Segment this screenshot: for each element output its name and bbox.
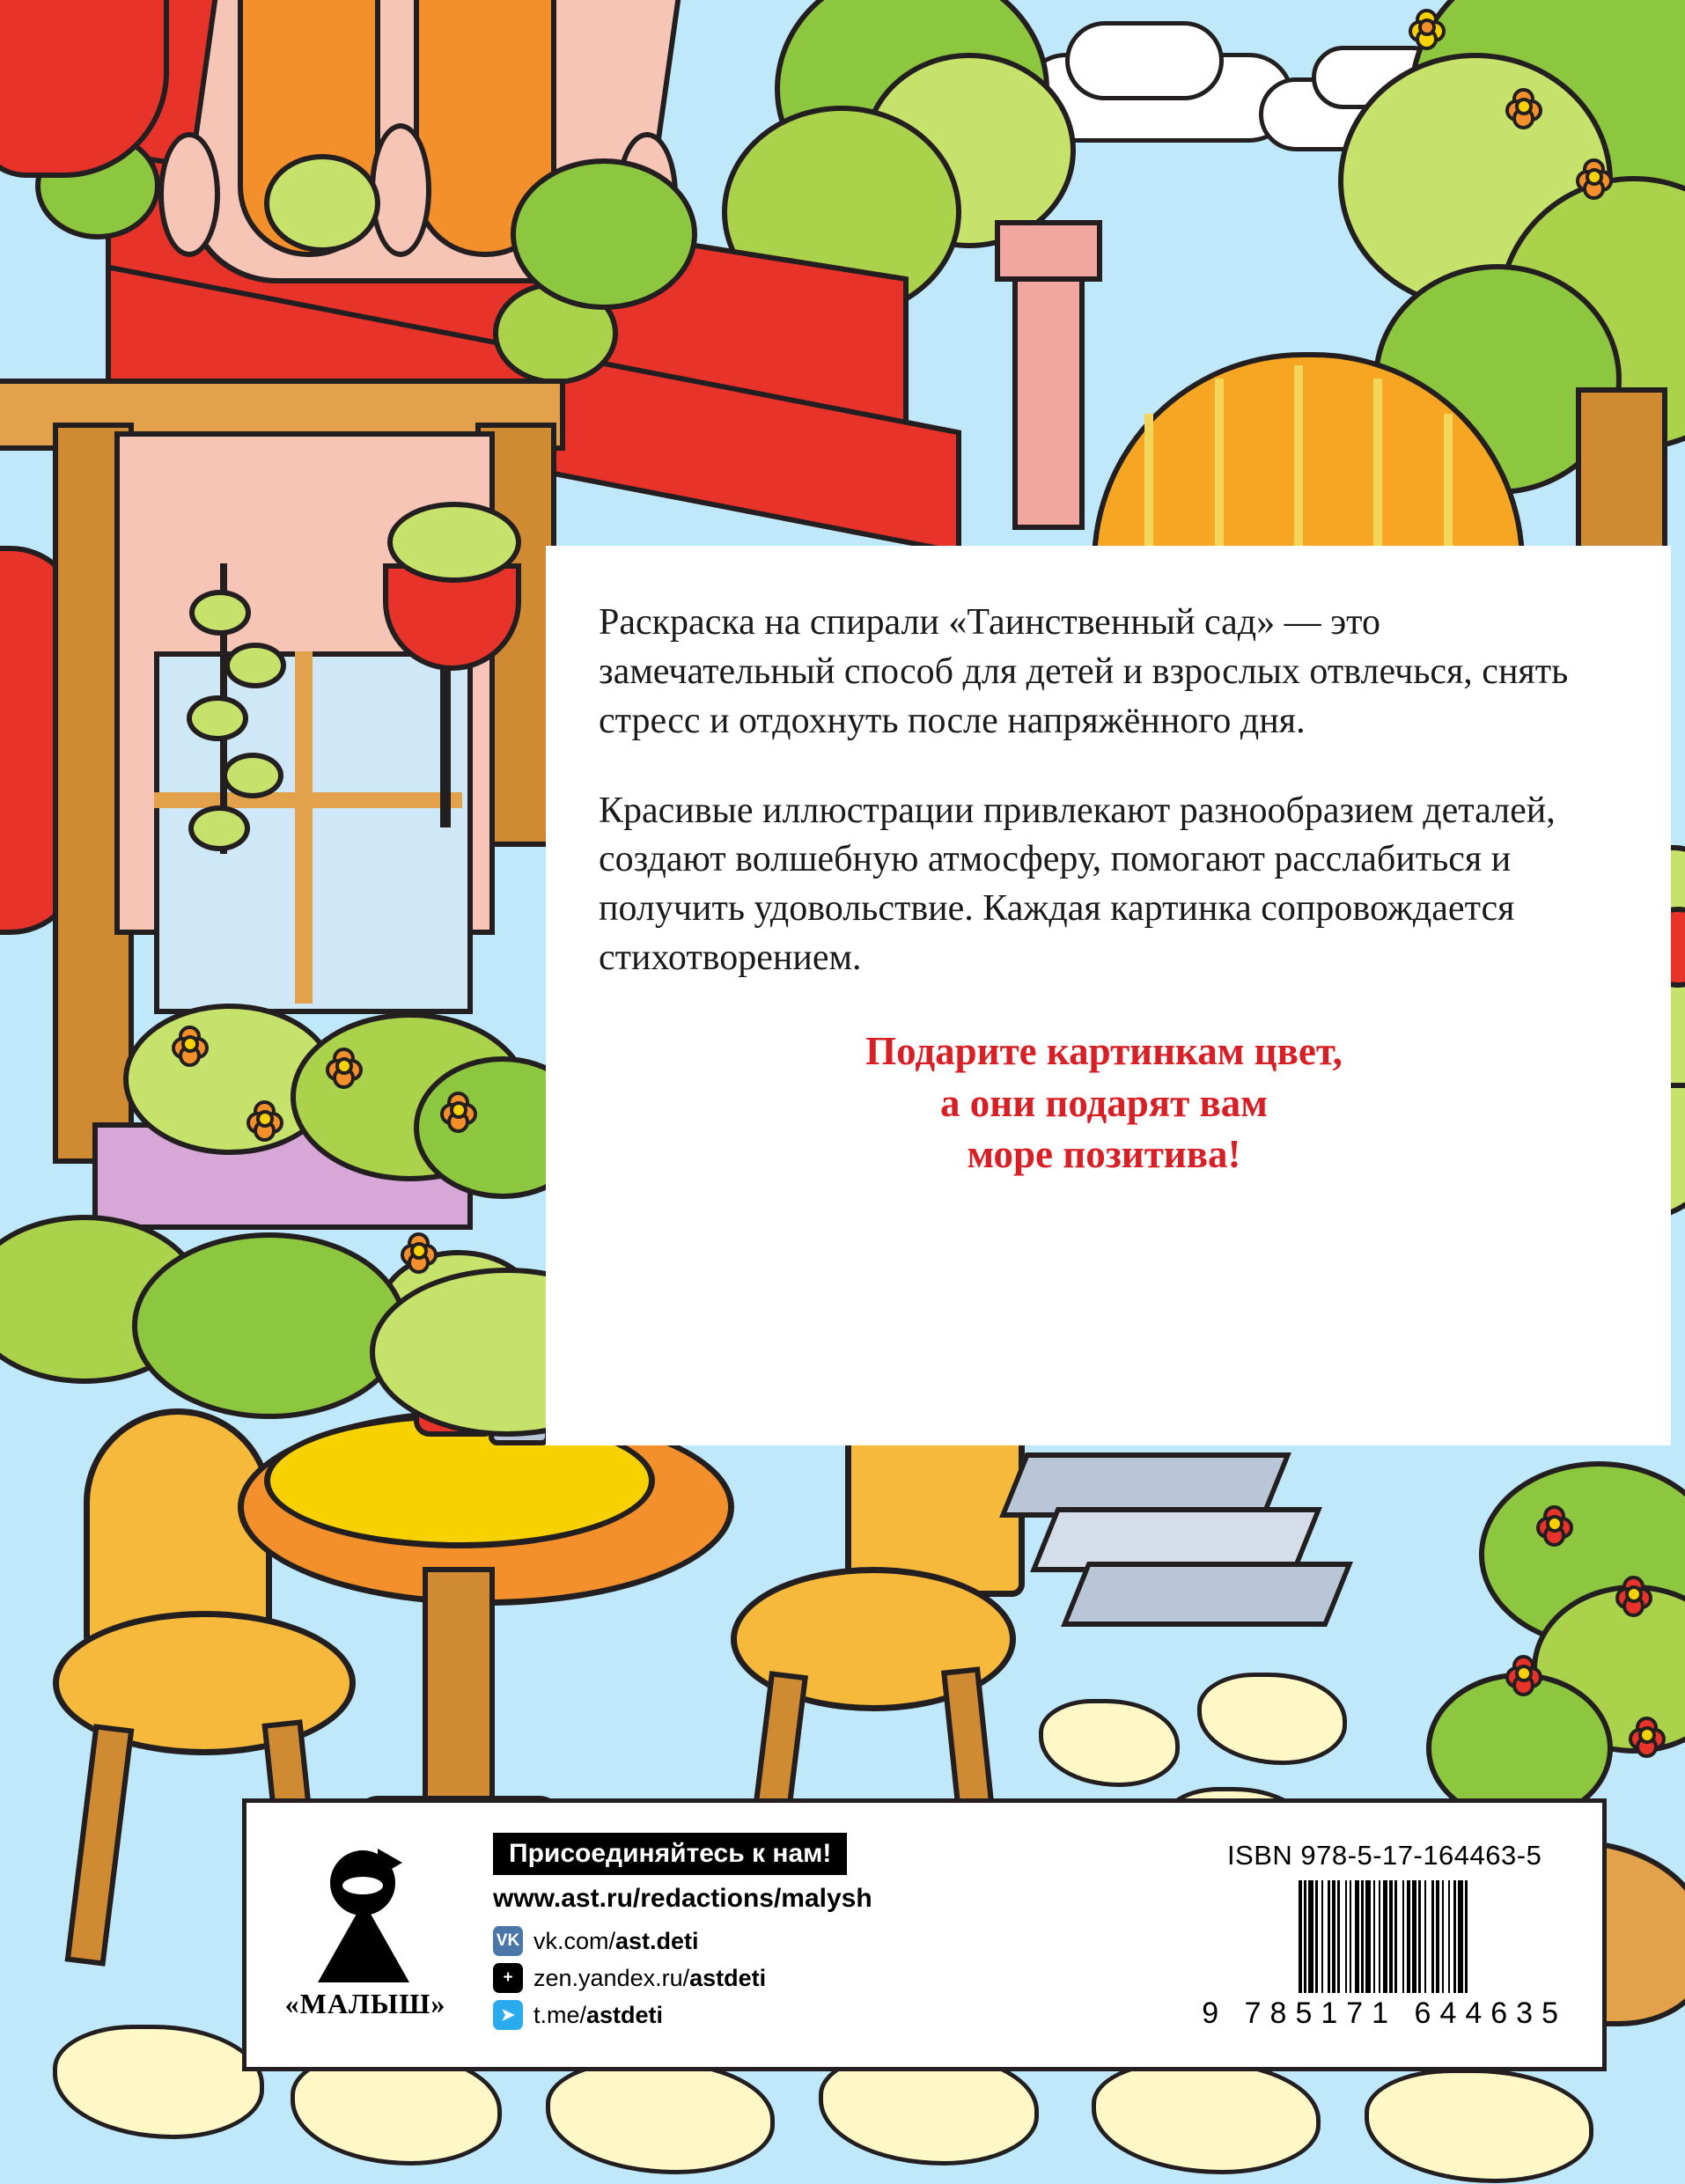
table-pedestal [423,1567,495,1833]
highlight-block [599,1026,1609,1180]
zen-icon: + [493,1963,523,1993]
malysh-cat-icon [313,1850,418,1982]
social-block [484,1833,986,2037]
stepping-stone-7 [546,2060,775,2174]
flower-4 [246,1100,276,1130]
vk-icon: VK [493,1926,523,1956]
lamp-cord [440,669,451,827]
flower-5 [1536,1505,1566,1535]
highlight-line-1: Подарите картинкам цвет, [865,1029,1343,1074]
gazebo-roof-stripe-4 [1373,379,1382,550]
flower-10 [1576,158,1606,188]
garden-step-3 [1061,1562,1353,1627]
description-paragraph-1: Раскраска на спирали «Таинственный сад» — это замечательный способ для детей и взрослых отвлечься, снять стресс и отдохнуть после напряжённого дня. [599,602,1569,741]
roof-foliage-4 [511,158,697,310]
gable-leaf-left [158,132,220,257]
roof-foliage-2 [264,154,380,253]
isbn-label: ISBN 978-5-17-164463-5 [1226,1839,1542,1871]
description-paragraph-2: Красивые иллюстрации привлекают разнообразием деталей, создают волшебную атмосферу, помогают расслабиться и получить удовольствие. Каждая картинка сопровождается стихотворением. [599,790,1556,979]
publisher-logo-text: «МАЛЫШ» [284,1987,446,2019]
stepping-stone-2 [1197,1673,1347,1765]
flower-11 [1409,9,1439,39]
social-zen-prefix: zen.yandex.ru/ [533,1964,690,1991]
gazebo-roof-stripe-1 [1144,414,1153,550]
highlight-line-2: а они подарят вам [940,1080,1268,1125]
social-zen-handle: astdeti [689,1964,767,1991]
vine-leaf-5 [188,805,250,851]
gazebo-roof-stripe-5 [1444,414,1453,550]
description-card [546,546,1671,1445]
stepping-stone-10 [1365,2069,1593,2183]
barcode-digits: 9 785171 644635 [1202,1996,1567,2030]
flower-3 [440,1092,470,1121]
vine-leaf-4 [222,753,283,798]
social-link-telegram[interactable] [493,2000,986,2030]
flower-9 [1505,88,1535,118]
social-link-vk[interactable] [493,1926,986,1956]
cloud-2 [1065,21,1224,100]
barcode-image [1202,1880,1567,1993]
telegram-icon: ➤ [493,2000,523,2030]
vine-leaf-1 [189,590,251,636]
window-mullion-h [154,792,462,808]
join-us-banner: Присоединяйтесь к нам! [493,1833,847,1875]
stepping-stone-9 [1092,2060,1321,2174]
flower-1 [172,1026,202,1055]
flower-8 [1629,1717,1659,1746]
gazebo-roof-stripe-2 [1215,379,1224,550]
flower-2 [326,1048,356,1077]
pot-flower [401,1232,430,1262]
publisher-logo [246,1803,484,2067]
flower-6 [1615,1576,1645,1606]
social-tg-prefix: t.me/ [533,2001,587,2028]
social-tg-handle: astdeti [586,2001,664,2028]
highlight-line-3: море позитива! [967,1132,1241,1177]
gable-leaf-mid [370,123,431,257]
vine-leaf-3 [187,695,248,741]
window-mullion-v [295,651,313,1004]
social-vk-prefix: vk.com/ [533,1927,616,1954]
chair-left-leg-1 [65,1724,135,1967]
chimney-stack [1012,255,1085,530]
isbn-block [1202,1840,1602,2031]
vine-leaf-2 [224,643,286,688]
chimney-cap [995,220,1102,282]
social-link-zen[interactable] [493,1963,986,1993]
lamp-plant [387,502,521,583]
flower-7 [1505,1655,1535,1685]
publisher-website[interactable]: www.ast.ru/redactions/malysh [493,1884,872,1913]
lawn-bush-left-2 [132,1232,407,1419]
stepping-stone-1 [1039,1699,1180,1787]
imprint-bar [242,1798,1607,2071]
stepping-stone-5 [53,2025,264,2139]
gazebo-roof-stripe-3 [1294,365,1303,550]
social-vk-handle: ast.deti [615,1927,699,1954]
